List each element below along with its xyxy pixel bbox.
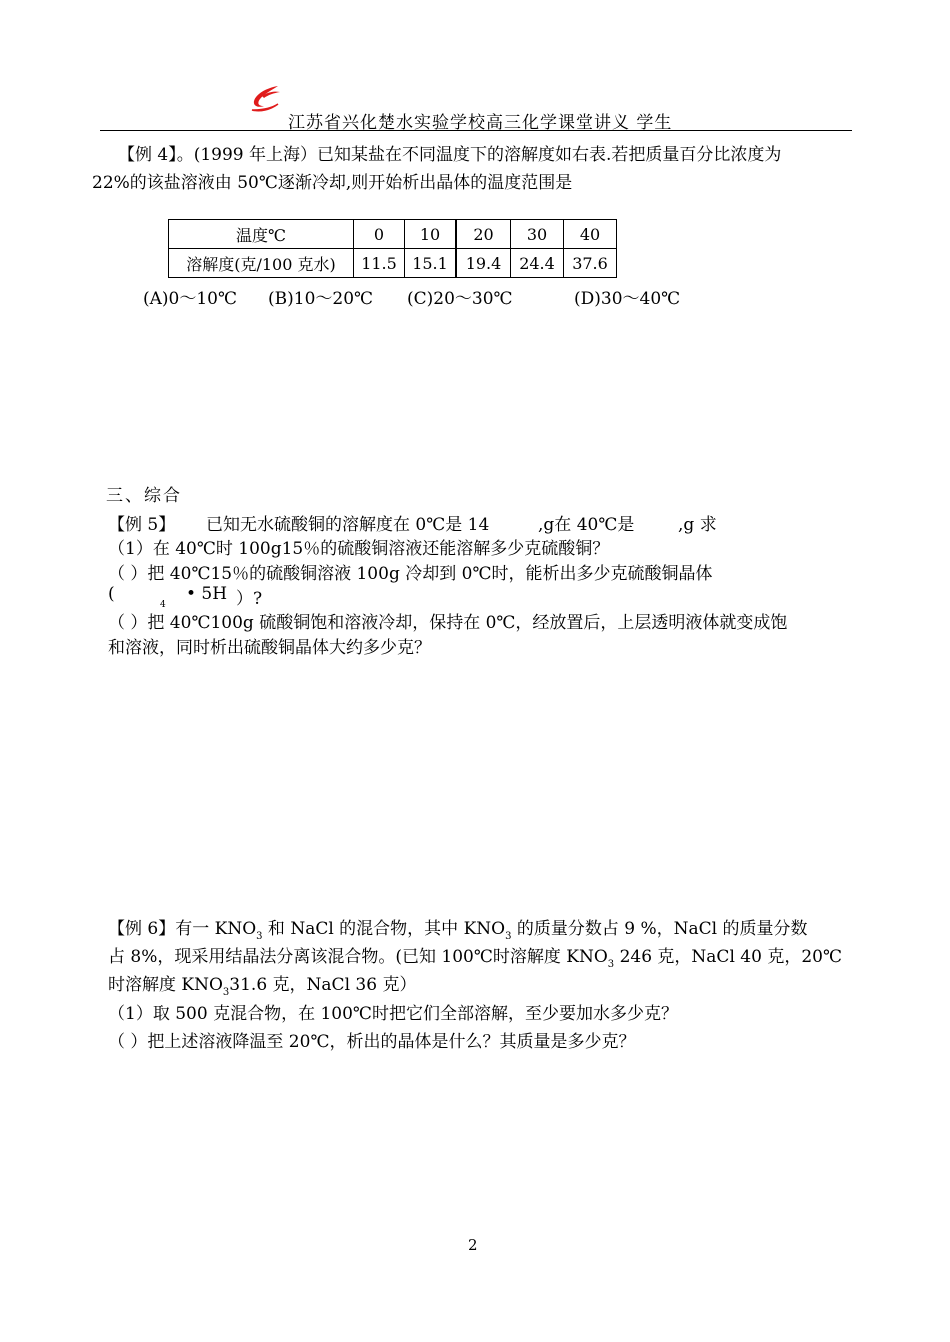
ex6-line1-c: 的质量分数占 9 %，NaCl 的质量分数 [511, 919, 808, 939]
table-row [169, 249, 617, 278]
table-cell: 0 [354, 220, 405, 249]
table-cell: 19.4 [456, 249, 511, 278]
ex5-q2-paren: ( [108, 584, 115, 604]
ex6-line3-b: 31.6 克，NaCl 36 克） [229, 975, 417, 995]
table-cell: 10 [405, 220, 457, 249]
ex6-line1 [108, 914, 808, 942]
subscript: 3 [505, 931, 512, 942]
ex4-line1: 【例 4】。(1999 年上海）已知某盐在不同温度下的溶解度如右表.若把质量百分比浓度为 [118, 145, 782, 165]
option-b: (B)10～20℃ [268, 289, 374, 309]
ex5-q3-cont: 和溶液，同时析出硫酸铜晶体大约多少克？ [108, 638, 431, 658]
subscript: 3 [256, 931, 263, 942]
ex6-line1-a: 【例 6】有一 KNO [108, 919, 257, 939]
school-emblem-logo [248, 84, 282, 114]
option-c: (C)20～30℃ [407, 289, 513, 309]
ex6-q2: （ ）把上述溶液降温至 20℃，析出的晶体是什么？其质量是多少克？ [108, 1032, 636, 1052]
ex5-subscript-4: 4 [160, 600, 166, 610]
table-cell: 40 [564, 220, 617, 249]
option-d: (D)30～40℃ [574, 289, 681, 309]
table-cell: 37.6 [564, 249, 617, 278]
ex4-line2: 22%的该盐溶液由 50℃逐渐冷却,则开始析出晶体的温度范围是 [92, 173, 573, 193]
subscript: 3 [607, 959, 615, 970]
section-title: 三、综合 [106, 486, 182, 506]
header-divider [100, 130, 852, 131]
ex5-q3: （ ）把 40℃100g 硫酸铜饱和溶液冷却，保持在 0℃，经放置后，上层透明液体就变成饱 [108, 613, 788, 633]
header-title: 江苏省兴化楚水实验学校高三化学课堂讲义 学生 [288, 113, 673, 133]
table-cell: 15.1 [405, 249, 457, 278]
solubility-table [168, 219, 617, 278]
ex6-line3-a: 时溶解度 KNO [108, 975, 223, 995]
table-cell: 30 [511, 220, 564, 249]
ex5-intro-3: ,g 求 [678, 515, 717, 535]
option-a: (A)0～10℃ [143, 289, 238, 309]
ex5-q2-hydrate: • 5H [186, 584, 228, 604]
ex6-line3 [108, 970, 417, 998]
ex6-line2-a: 占 8%，现采用结晶法分离该混合物。(已知 100℃时溶解度 KNO [108, 947, 608, 967]
table-cell: 24.4 [511, 249, 564, 278]
table-cell: 11.5 [354, 249, 405, 278]
ex5-intro-2: ,g在 40℃是 [538, 515, 635, 535]
ex6-line2 [108, 942, 842, 970]
ex6-line1-b: 和 NaCl 的混合物，其中 KNO [262, 919, 506, 939]
subscript: 3 [222, 987, 230, 998]
table-header-label: 温度℃ [169, 220, 354, 249]
ex5-q1: （1）在 40℃时 100g15％的硫酸铜溶液还能溶解多少克硫酸铜？ [108, 539, 610, 559]
page-number: 2 [468, 1236, 478, 1254]
table-row [169, 220, 617, 249]
ex6-q1: （1）取 500 克混合物，在 100℃时把它们全部溶解，至少要加水多少克？ [108, 1004, 678, 1024]
table-cell: 20 [456, 220, 511, 249]
ex5-q2: （ ）把 40℃15％的硫酸铜溶液 100g 冷却到 0℃时，能析出多少克硫酸铜晶体 [108, 564, 713, 584]
table-row-label: 溶解度(克/100 克水) [169, 249, 354, 278]
ex5-q2-close: ）? [236, 589, 263, 609]
ex5-intro: 已知无水硫酸铜的溶解度在 0℃是 14 [206, 515, 490, 535]
ex5-label: 【例 5】 [108, 515, 176, 535]
ex6-line2-b: 246 克，NaCl 40 克，20℃ [614, 947, 842, 967]
